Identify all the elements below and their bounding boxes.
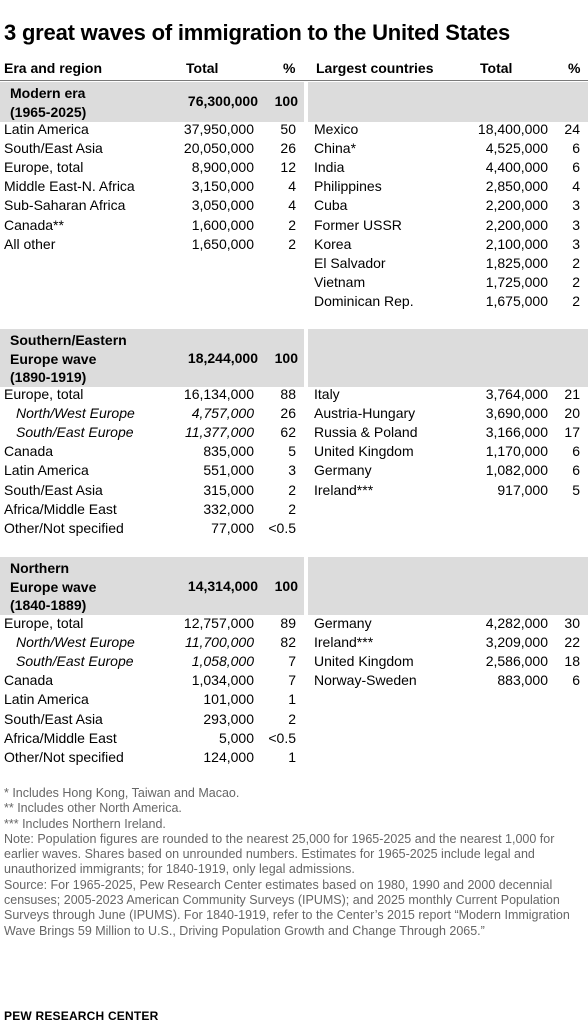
country-name: Ireland*** [314,481,374,498]
region-name: South/East Asia [4,710,103,727]
region-name: Africa/Middle East [4,500,117,517]
region-total: 5,000 [218,729,254,746]
wave-era-label: (1890-1919) [10,369,87,385]
wave-era-label: (1840-1889) [10,597,87,613]
country-name: Dominican Rep. [314,292,414,309]
country-total: 1,675,000 [485,292,548,309]
region-pct: <0.5 [268,729,296,746]
region-total: 8,900,000 [191,159,254,176]
country-pct: 3 [572,235,580,252]
header-rule [0,80,588,81]
region-name: All other [4,235,56,252]
country-name: El Salvador [314,254,386,271]
region-name: South/East Asia [4,140,103,157]
page-title: 3 great waves of immigration to the United States [4,20,511,45]
region-name: Canada** [4,216,64,233]
country-name: Russia & Poland [314,424,418,441]
region-total: 1,600,000 [191,216,254,233]
wave-era-label: (1965-2025) [10,103,87,120]
country-total: 2,850,000 [485,178,548,195]
region-pct: 5 [288,443,296,460]
region-name: Europe, total [4,386,84,402]
region-pct: 7 [288,653,296,670]
header-total: Total [186,60,219,76]
country-pct: 5 [572,481,580,498]
wave-total: 14,314,000 [187,578,258,594]
country-pct: 2 [572,292,580,309]
country-pct: 30 [564,615,580,631]
region-pct: 89 [280,615,296,631]
region-total: 20,050,000 [183,140,254,157]
region-total: 1,058,000 [191,653,254,670]
country-total: 2,586,000 [485,653,548,670]
region-total: 12,757,000 [183,615,254,631]
country-name: India [314,159,345,176]
region-pct: 50 [280,121,296,137]
country-pct: 2 [572,273,580,290]
note-source: Source: For 1965-2025, Pew Research Center estimates based on 1980, 1990 and 2000 decennial censuses; 2005-2023 American Community Surveys (IPUMS); and 2025 monthly Current Population Surveys through June (IPUMS). For 1840-1919, refer to the Center’s 2015 report “Modern Immigration Wave Brings 59 Million to U.S., Driving Population Growth and Change Through 2065.” [4,877,570,938]
region-pct: 1 [288,748,296,765]
country-total: 4,525,000 [485,140,548,157]
country-total: 3,690,000 [485,405,548,422]
country-total: 2,200,000 [485,197,548,214]
region-pct: 26 [280,140,296,157]
region-name: South/East Europe [16,653,134,670]
region-total: 4,757,000 [191,405,254,422]
region-name: Africa/Middle East [4,729,117,746]
band-divider [304,557,308,615]
region-name: Latin America [4,121,89,137]
region-pct: 88 [280,386,296,402]
notes [4,786,582,939]
region-total: 551,000 [203,462,254,479]
note-methodology: Note: Population figures are rounded to the nearest 25,000 for 1965-2025 and the nearest 1,000 for earlier waves. Shares based on unrounded numbers. Estimates for 1965-2025 include legal and unauthorized immigrants; for 1840-1919, only legal admissions. [4,831,555,877]
region-pct: 62 [280,424,296,441]
region-total: 835,000 [203,443,254,460]
header-total-countries: Total [480,60,513,76]
country-total: 4,282,000 [485,615,548,631]
country-pct: 6 [572,672,580,689]
header-era-region: Era and region [4,60,103,76]
region-total: 37,950,000 [183,121,254,137]
country-name: Vietnam [314,273,366,290]
wave-era-label: Northern [10,560,70,576]
region-total: 1,650,000 [191,235,254,252]
region-total: 124,000 [203,748,254,765]
country-total: 18,400,000 [477,121,548,137]
band-divider [304,82,308,122]
region-name: Canada [4,443,54,460]
country-total: 3,764,000 [485,386,548,402]
country-pct: 6 [572,443,580,460]
wave-pct: 100 [274,93,298,109]
country-name: Philippines [314,178,382,195]
header-largest-countries: Largest countries [316,60,434,76]
country-name: China* [314,140,357,157]
country-pct: 6 [572,140,580,157]
region-name: Other/Not specified [4,519,124,536]
country-name: Ireland*** [314,634,374,651]
region-pct: 4 [288,197,296,214]
note-footnote-3: *** Includes Northern Ireland. [4,816,166,831]
country-name: Austria-Hungary [314,405,416,422]
country-name: Italy [314,386,340,402]
region-name: North/West Europe [16,634,135,651]
region-pct: 4 [288,178,296,195]
country-name: Former USSR [314,216,402,233]
wave-total: 18,244,000 [187,350,258,366]
brand-logo-text: PEW RESEARCH CENTER [4,1009,159,1023]
country-pct: 2 [572,254,580,271]
region-pct: 2 [288,500,296,517]
country-name: Mexico [314,121,359,137]
wave-pct: 100 [274,350,298,366]
header-pct: % [283,60,296,76]
country-total: 2,100,000 [485,235,548,252]
header-pct-countries: % [568,60,581,76]
country-pct: 18 [564,653,580,670]
region-pct: 2 [288,216,296,233]
country-pct: 17 [564,424,580,441]
region-name: Europe, total [4,159,84,176]
wave-pct: 100 [274,578,298,594]
country-name: Korea [314,235,352,252]
country-name: Cuba [314,197,348,214]
country-total: 3,209,000 [485,634,548,651]
region-pct: 2 [288,235,296,252]
country-name: United Kingdom [314,443,414,460]
region-name: Sub-Saharan Africa [4,197,126,214]
region-total: 332,000 [203,500,254,517]
region-pct: 3 [288,462,296,479]
region-pct: 26 [280,405,296,422]
note-footnote-2: ** Includes other North America. [4,801,182,816]
wave-total: 76,300,000 [187,93,258,109]
region-name: South/East Europe [16,424,134,441]
country-name: Germany [314,462,372,479]
region-total: 3,050,000 [191,197,254,214]
region-name: Latin America [4,462,89,479]
region-total: 1,034,000 [191,672,254,689]
region-total: 3,150,000 [191,178,254,195]
country-total: 917,000 [497,481,548,498]
region-pct: 2 [288,710,296,727]
country-pct: 24 [564,121,580,137]
wave-era-label: Europe wave [10,350,97,367]
region-name: South/East Asia [4,481,103,498]
country-total: 1,725,000 [485,273,548,290]
region-pct: 7 [288,672,296,689]
region-name: Canada [4,672,54,689]
region-pct: 2 [288,481,296,498]
country-pct: 21 [564,386,580,402]
region-name: Latin America [4,691,89,708]
wave-era-label: Modern era [10,85,86,101]
wave-era-label: Europe wave [10,578,97,595]
wave-era-label: Southern/Eastern [10,332,127,348]
country-total: 2,200,000 [485,216,548,233]
country-total: 1,082,000 [485,462,548,479]
region-name: Middle East-N. Africa [4,178,135,195]
country-pct: 6 [572,462,580,479]
region-pct: 82 [280,634,296,651]
region-name: Europe, total [4,615,84,631]
note-footnote-1: * Includes Hong Kong, Taiwan and Macao. [4,786,240,800]
region-total: 101,000 [203,691,254,708]
region-pct: <0.5 [268,519,296,536]
region-total: 11,700,000 [184,634,254,651]
region-total: 293,000 [203,710,254,727]
country-pct: 20 [564,405,580,422]
region-total: 16,134,000 [183,386,254,402]
region-total: 77,000 [211,519,254,536]
region-pct: 1 [288,691,296,708]
country-pct: 3 [572,216,580,233]
region-name: Other/Not specified [4,748,124,765]
country-pct: 4 [572,178,580,195]
country-pct: 6 [572,159,580,176]
country-total: 883,000 [497,672,548,689]
country-name: Norway-Sweden [314,672,417,689]
band-divider [304,329,308,387]
country-pct: 3 [572,197,580,214]
region-total: 11,377,000 [184,424,254,441]
country-total: 1,825,000 [485,254,548,271]
country-name: United Kingdom [314,653,414,670]
country-total: 3,166,000 [485,424,548,441]
region-name: North/West Europe [16,405,135,422]
region-pct: 12 [280,159,296,176]
country-total: 1,170,000 [485,443,548,460]
region-total: 315,000 [203,481,254,498]
country-name: Germany [314,615,372,631]
country-pct: 22 [564,634,580,651]
country-total: 4,400,000 [485,159,548,176]
